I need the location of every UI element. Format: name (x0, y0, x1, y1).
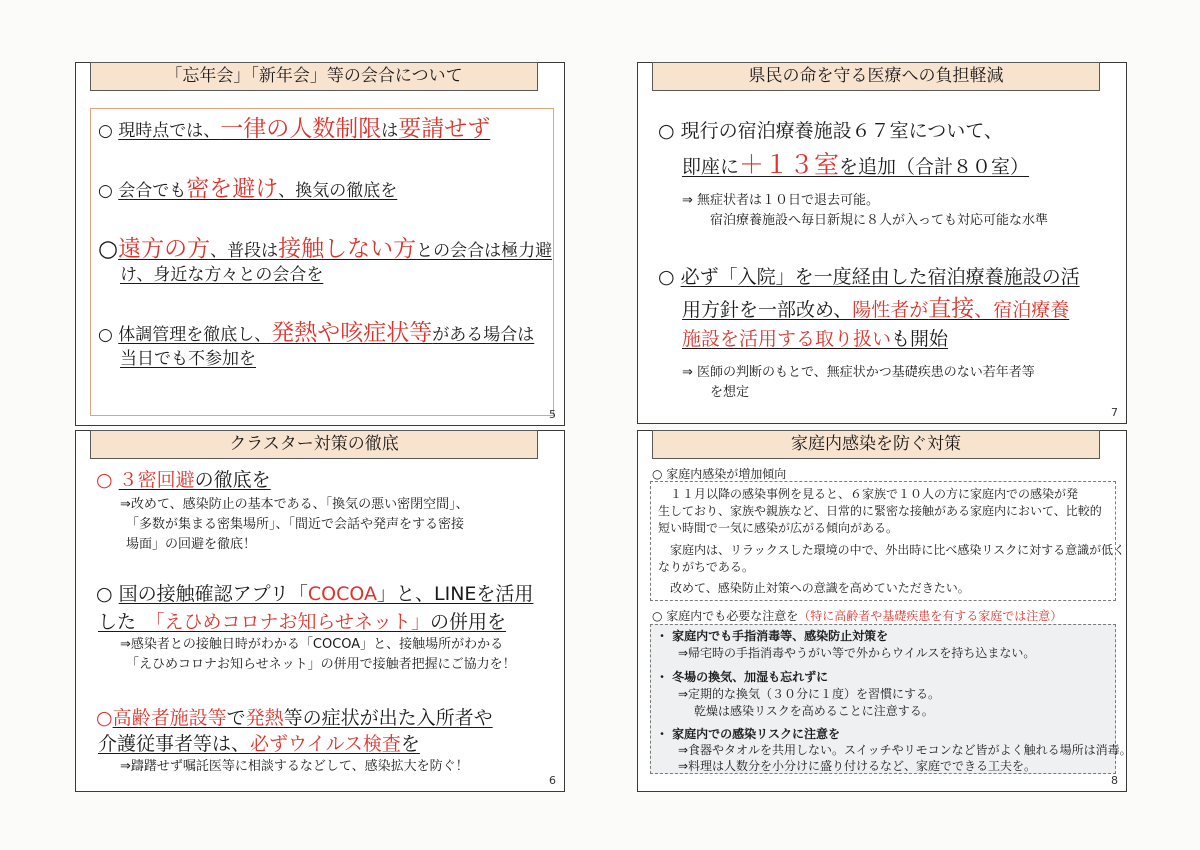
sub-text: ⇒感染者との接触日時がわかる「COCOA」と、接触場所がわかる (120, 637, 504, 652)
paragraph-line: 生しており、家族や親族など、日常的に緊密な接触がある家庭内において、比較的 (658, 504, 1102, 518)
slide-6 (75, 430, 565, 792)
tip-heading: ・ 冬場の換気、加湿も忘れずに (656, 670, 829, 684)
sub-text: ⇒改めて、感染防止の基本である、「換気の悪い密閉空間」、 (120, 497, 469, 512)
slide-5 (75, 62, 565, 426)
note-line2: 宿泊療養施設へ毎日新規に８人が入っても対応可能な水準 (710, 213, 1049, 228)
arrow-icon: ⇒ (682, 193, 693, 208)
bullet-mark: ○ (98, 236, 119, 262)
item-text: 遠方の方、普段は接触しない方との会合は極力避 (118, 236, 553, 262)
tip-text: ⇒料理は人数分を小分けに盛り付けるなど、家庭でできる工夫を。 (678, 759, 1037, 773)
tip-heading: ・ 家庭内での感染リスクに注意を (656, 727, 840, 741)
slide-7 (637, 62, 1127, 424)
bullet-mark: ○ (98, 121, 113, 141)
section-heading: ○ 家庭内感染が増加傾向 (652, 467, 787, 481)
bullet-mark: ○ (96, 583, 113, 605)
tip-text: ⇒食器やタオルを共用しない。スイッチやリモコンなど皆がよく触れる場所は消毒。 (678, 743, 1132, 757)
item-text-line2: 用方針を一部改め、陽性者が直接、宿泊療養 (682, 296, 1070, 322)
tip-heading: ・ 家庭内でも手指消毒等、感染防止対策を (656, 629, 889, 643)
bullet-mark: ○ (96, 469, 113, 491)
page-number: 7 (1111, 406, 1118, 419)
paragraph-line: １１月以降の感染事例を見ると、６家族で１０人の方に家庭内での感染が発 (658, 487, 1079, 501)
tip-text: ⇒帰宅時の手指消毒やうがい等で外からウイルスを持ち込まない。 (678, 646, 1036, 660)
bullet-mark: ○ (658, 266, 675, 288)
item-text-line2: 介護従事者等は、必ずウイルス検査を (98, 733, 420, 755)
bullet-item (98, 115, 490, 145)
bullet-item (96, 467, 271, 494)
note-line2: を想定 (710, 385, 750, 400)
slide-title: クラスター対策の徹底 (90, 430, 538, 459)
paragraph-line: 家庭内は、リラックスした環境の中で、外出時に比べ感染リスクに対する意識が低く (658, 543, 1126, 557)
item-text-line2: け、身近な方々との会合を (120, 265, 324, 285)
section-heading: ○ 家庭内でも必要な注意を（特に高齢者や基礎疾患を有する家庭では注意） (652, 609, 1063, 623)
item-text-line2: 即座に＋１３室を追加（合計８０室） (682, 150, 1030, 179)
sub-text: 場面」の回避を徹底！ (126, 537, 257, 552)
paragraph-line: なりがちである。 (658, 560, 754, 574)
bullet-mark: ○ (98, 181, 113, 201)
page-number: 5 (549, 408, 556, 421)
slide-title: 家庭内感染を防ぐ対策 (652, 430, 1100, 459)
tip-text: 乾燥は感染リスクを高めることに注意する。 (694, 704, 934, 718)
paragraph-line: 改めて、感染防止対策への意識を高めていただきたい。 (658, 581, 970, 595)
slide-title: 「忘年会」「新年会」等の会合について (90, 62, 538, 91)
slide-8 (637, 430, 1132, 792)
bullet-mark: ○ (98, 325, 113, 345)
bullet-item (658, 113, 1003, 149)
item-text: 現行の宿泊療養施設６７室について、 (680, 120, 1003, 142)
item-text-line3: 施設を活用する取り扱いも開始 (682, 328, 949, 350)
note: ⇒ 医師の判断のもとで、無症状かつ基礎疾患のない若年者等 (682, 365, 1035, 380)
sub-text: 「えひめコロナお知らせネット」の併用で接触者把握にご協力を！ (126, 657, 516, 672)
item-text: 現時点では、一律の人数制限は要請せず (118, 116, 491, 142)
item-text-line2: した 「えひめコロナお知らせネット」の併用を (98, 611, 506, 633)
page-number: 6 (549, 774, 556, 787)
item-text: 会合でも密を避け、換気の徹底を (118, 176, 398, 202)
item-text: 体調管理を徹底し、発熱や咳症状等がある場合は (118, 320, 535, 346)
item-text: ３密回避の徹底を (118, 469, 271, 491)
tip-text: ⇒定期的な換気（３０分に１度）を習慣にする。 (678, 687, 941, 701)
item-text: 国の接触確認アプリ「COCOA」と、LINEを活用 (118, 583, 534, 605)
note: ⇒ 無症状者は１０日で退去可能。 (682, 193, 880, 208)
bullet-item (658, 259, 1080, 295)
slide-title: 県民の命を守る医療への負担軽減 (652, 62, 1100, 91)
bullet-mark: ○ (96, 707, 113, 729)
item-text: 高齢者施設等で発熱等の症状が出た入所者や (112, 707, 493, 729)
bullet-mark: ○ (658, 120, 675, 142)
sub-text: ⇒躊躇せず嘱託医等に相談するなどして、感染拡大を防ぐ！ (120, 759, 469, 774)
bullet-item (96, 705, 493, 732)
bullet-item (96, 581, 533, 608)
sub-text: 「多数が集まる密集場所」、「間近で会話や発声をする密接 (126, 517, 465, 532)
page-number: 8 (1111, 774, 1118, 787)
item-text-line2: 当日でも不参加を (120, 349, 256, 369)
arrow-icon: ⇒ (682, 365, 693, 380)
item-text: 必ず「入院」を一度経由した宿泊療養施設の活 (680, 266, 1080, 288)
bullet-item (98, 175, 397, 205)
paragraph-line: 短い時間で一気に感染が広がる傾向がある。 (658, 521, 899, 535)
